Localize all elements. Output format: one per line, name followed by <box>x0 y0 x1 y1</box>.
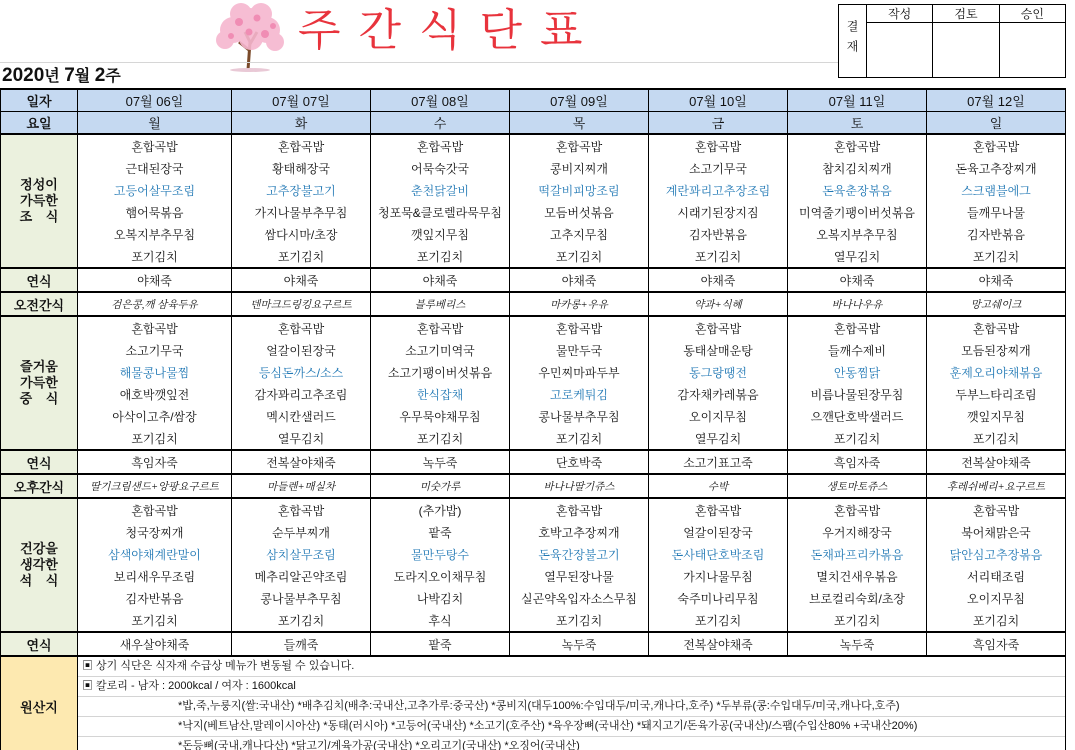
dish-cell: 혼합곡밥 <box>927 134 1066 157</box>
weekday-row-cell: 일 <box>927 112 1066 135</box>
dish-cell: 얼갈이된장국 <box>232 339 371 361</box>
morning-snack-row <box>1 292 1066 316</box>
dish-cell: 북어채맑은국 <box>927 521 1066 543</box>
lunch-label-line: 즐거움 <box>20 359 58 374</box>
breakfast-soft-meal-cell: 야채죽 <box>232 268 371 292</box>
dish-cell: 모듬버섯볶음 <box>510 201 649 223</box>
dish-cell: 콩비지찌개 <box>510 157 649 179</box>
dish-cell: 호박고추장찌개 <box>510 521 649 543</box>
dish-cell: 계란꽈리고추장조림 <box>649 179 788 201</box>
dish-cell: 고등어살무조림 <box>78 179 232 201</box>
weekday-row-cell: 화 <box>232 112 371 135</box>
dish-cell: 으깬단호박샐러드 <box>788 405 927 427</box>
dish-cell: 고로케튀김 <box>510 383 649 405</box>
weekday-row-cell: 월 <box>78 112 232 135</box>
period-year: 2020 <box>2 65 45 86</box>
dish-cell: 포기김치 <box>510 609 649 632</box>
dish-cell: 포기김치 <box>788 609 927 632</box>
afternoon-snack-cell: 마들렌+매실차 <box>232 474 371 498</box>
divider <box>0 62 838 63</box>
breakfast-soft-meal-cell: 야채죽 <box>78 268 232 292</box>
lunch-dish-row <box>1 405 1066 427</box>
dish-cell: 동태살매운탕 <box>649 339 788 361</box>
date-row <box>1 89 1066 112</box>
weekly-menu-table <box>0 88 1066 750</box>
dish-cell: 소고기미역국 <box>371 339 510 361</box>
dinner-dish-row <box>1 587 1066 609</box>
dish-cell: 도라지오이채무침 <box>371 565 510 587</box>
approval-sign-approved <box>999 23 1065 78</box>
lunch-label-line: 가득한 <box>20 375 58 390</box>
dish-cell: 청포묵&클로렐라묵무침 <box>371 201 510 223</box>
lunch-soft-meal-cell: 흑임자죽 <box>78 450 232 474</box>
dinner-label-line: 석 식 <box>19 573 59 588</box>
afternoon-snack-cell: 생토마토쥬스 <box>788 474 927 498</box>
dish-cell: 어묵숙갓국 <box>371 157 510 179</box>
dish-cell: 물만두탕수 <box>371 543 510 565</box>
dish-cell: 브로컬리숙회/초장 <box>788 587 927 609</box>
dish-cell: 들깨수제비 <box>788 339 927 361</box>
dish-cell: 미역줄기팽이버섯볶음 <box>788 201 927 223</box>
dish-cell: 포기김치 <box>788 427 927 450</box>
period-week-unit: 주 <box>105 68 121 85</box>
dish-cell: 아삭이고추/쌈장 <box>78 405 232 427</box>
dish-cell: 돈사태단호박조림 <box>649 543 788 565</box>
dinner-dish-row <box>1 498 1066 521</box>
dish-cell: 혼합곡밥 <box>927 498 1066 521</box>
breakfast-dish-row <box>1 157 1066 179</box>
origin-note-line: *밥,죽,누룽지(쌀:국내산) *배추김치(배추:국내산,고추가루:중국산) *콩비지(대두100%:수입대두/미국,캐나다,호주) *두부류(콩:수입대두/미국,캐나다,호주) <box>78 697 1065 717</box>
lunch-soft-meal-cell: 녹두죽 <box>371 450 510 474</box>
dish-cell: 우거지해장국 <box>788 521 927 543</box>
dish-cell: 포기김치 <box>371 427 510 450</box>
dish-cell: 고추장불고기 <box>232 179 371 201</box>
approval-sign-written <box>867 23 933 78</box>
dish-cell: 숙주미나리무침 <box>649 587 788 609</box>
dinner-dish-row <box>1 521 1066 543</box>
dish-cell: 햄어묵볶음 <box>78 201 232 223</box>
dish-cell: 혼합곡밥 <box>510 316 649 339</box>
dish-cell: 혼합곡밥 <box>78 134 232 157</box>
dish-cell: 삼치살무조림 <box>232 543 371 565</box>
week-period <box>2 64 121 88</box>
dish-cell: 포기김치 <box>927 427 1066 450</box>
breakfast-soft-meal-cell: 야채죽 <box>371 268 510 292</box>
morning-snack-cell: 블루베리스 <box>371 292 510 316</box>
breakfast-dish-row <box>1 245 1066 268</box>
weekday-row-label: 요일 <box>1 112 78 135</box>
dish-cell: 포기김치 <box>927 245 1066 268</box>
breakfast-dish-row <box>1 134 1066 157</box>
dish-cell: 열무김치 <box>788 245 927 268</box>
dish-cell: 오복지부추무침 <box>788 223 927 245</box>
dish-cell: 가지나물무침 <box>649 565 788 587</box>
dish-cell: 후식 <box>371 609 510 632</box>
dinner-soft-meal-cell: 전복살야채죽 <box>649 632 788 656</box>
dinner-soft-meal-cell: 들깨죽 <box>232 632 371 656</box>
dish-cell: 열무김치 <box>649 427 788 450</box>
dish-cell: 팥죽 <box>371 521 510 543</box>
afternoon-snack-cell: 후레쉬베리+요구르트 <box>927 474 1066 498</box>
dish-cell: 한식잡채 <box>371 383 510 405</box>
breakfast-label-line: 정성이 <box>20 177 58 192</box>
period-month: 7 <box>64 65 75 86</box>
dish-cell: 보리새우무조림 <box>78 565 232 587</box>
dish-cell: 혼합곡밥 <box>927 316 1066 339</box>
breakfast-soft-meal-cell: 야채죽 <box>649 268 788 292</box>
dinner-soft-meal-label: 연식 <box>1 632 78 656</box>
date-row-cell: 07월 06일 <box>78 89 232 112</box>
dinner-label <box>1 498 78 632</box>
dish-cell: (추가밥) <box>371 498 510 521</box>
afternoon-snack-cell: 수박 <box>649 474 788 498</box>
lunch-soft-meal-cell: 소고기표고죽 <box>649 450 788 474</box>
dish-cell: 오이지무침 <box>649 405 788 427</box>
dish-cell: 혼합곡밥 <box>510 498 649 521</box>
dish-cell: 포기김치 <box>510 245 649 268</box>
dish-cell: 콩나물부추무침 <box>510 405 649 427</box>
dinner-label-line: 건강을 <box>20 541 58 556</box>
period-year-unit: 년 <box>44 68 60 85</box>
dish-cell: 우민찌마파두부 <box>510 361 649 383</box>
origin-notes <box>78 656 1066 750</box>
morning-snack-cell: 마카롱+우유 <box>510 292 649 316</box>
dish-cell: 애호박깻잎전 <box>78 383 232 405</box>
dish-cell: 김자반볶음 <box>78 587 232 609</box>
dinner-soft-meal-cell: 팥죽 <box>371 632 510 656</box>
lunch-soft-meal-row <box>1 450 1066 474</box>
lunch-soft-meal-cell: 흑임자죽 <box>788 450 927 474</box>
dish-cell: 시래기된장지짐 <box>649 201 788 223</box>
origin-note-line: ▣ 상기 식단은 식자재 수급상 메뉴가 변동될 수 있습니다. <box>78 657 1065 677</box>
dish-cell: 멕시칸샐러드 <box>232 405 371 427</box>
weekday-row-cell: 금 <box>649 112 788 135</box>
lunch-soft-meal-cell: 전복살야채죽 <box>232 450 371 474</box>
weekday-row <box>1 112 1066 135</box>
dinner-dish-row <box>1 543 1066 565</box>
dish-cell: 안동찜닭 <box>788 361 927 383</box>
breakfast-soft-meal-cell: 야채죽 <box>510 268 649 292</box>
dish-cell: 실곤약옥입자소스무침 <box>510 587 649 609</box>
lunch-dish-row <box>1 316 1066 339</box>
dish-cell: 모듬된장찌개 <box>927 339 1066 361</box>
dish-cell: 돈채파프리카볶음 <box>788 543 927 565</box>
dish-cell: 순두부찌개 <box>232 521 371 543</box>
dish-cell: 돈육춘장볶음 <box>788 179 927 201</box>
origin-label: 원산지 <box>1 656 78 750</box>
afternoon-snack-label: 오후간식 <box>1 474 78 498</box>
dish-cell: 혼합곡밥 <box>788 134 927 157</box>
dish-cell: 참치김치찌개 <box>788 157 927 179</box>
dish-cell: 열무김치 <box>232 427 371 450</box>
date-row-cell: 07월 07일 <box>232 89 371 112</box>
breakfast-dish-row <box>1 179 1066 201</box>
dish-cell: 감자채카레볶음 <box>649 383 788 405</box>
origin-note-line: *돈등뼈(국내,캐나다산) *닭고기/계육가공(국내산) *오리고기(국내산) *오징어(국내산) <box>178 740 580 750</box>
dish-cell: 얼갈이된장국 <box>649 521 788 543</box>
dish-cell: 소고기무국 <box>649 157 788 179</box>
weekday-row-cell: 토 <box>788 112 927 135</box>
dish-cell: 오복지부추무침 <box>78 223 232 245</box>
date-row-cell: 07월 11일 <box>788 89 927 112</box>
dish-cell: 포기김치 <box>649 245 788 268</box>
morning-snack-cell: 약과+식혜 <box>649 292 788 316</box>
lunch-soft-meal-label: 연식 <box>1 450 78 474</box>
dish-cell: 포기김치 <box>927 609 1066 632</box>
dish-cell: 가지나물부추무침 <box>232 201 371 223</box>
morning-snack-cell: 덴마크드링킹요구르트 <box>232 292 371 316</box>
dish-cell: 포기김치 <box>78 245 232 268</box>
dish-cell: 떡갈비피망조림 <box>510 179 649 201</box>
dish-cell: 쌈다시마/초장 <box>232 223 371 245</box>
dish-cell: 포기김치 <box>78 609 232 632</box>
approval-box <box>838 4 1066 78</box>
dish-cell: 혼합곡밥 <box>232 498 371 521</box>
morning-snack-cell: 검은콩,깨 삼육두유 <box>78 292 232 316</box>
period-month-unit: 월 <box>74 68 91 85</box>
dish-cell: 우무묵야채무침 <box>371 405 510 427</box>
approval-label: 결재 <box>845 19 859 60</box>
dish-cell: 포기김치 <box>78 427 232 450</box>
dish-cell: 들깨무나물 <box>927 201 1066 223</box>
dish-cell: 혼합곡밥 <box>232 134 371 157</box>
dish-cell: 서리태조림 <box>927 565 1066 587</box>
dish-cell: 두부느타리조림 <box>927 383 1066 405</box>
dinner-soft-meal-cell: 새우살야채죽 <box>78 632 232 656</box>
dish-cell: 콩나물부추무침 <box>232 587 371 609</box>
lunch-dish-row <box>1 383 1066 405</box>
dish-cell: 돈육간장불고기 <box>510 543 649 565</box>
lunch-label <box>1 316 78 450</box>
breakfast-dish-row <box>1 201 1066 223</box>
dish-cell: 혼합곡밥 <box>78 316 232 339</box>
dish-cell: 혼합곡밥 <box>649 134 788 157</box>
dish-cell: 혼합곡밥 <box>78 498 232 521</box>
dish-cell: 청국장찌개 <box>78 521 232 543</box>
dish-cell: 훈제오리야채볶음 <box>927 361 1066 383</box>
origin-note-line: *낙지(베트남산,말레이시아산) *동태(러시아) *고등어(국내산) *소고기(호주산) *육우장뼈(국내산) *돼지고기/돈육가공(국내산)/스팸(수입산80% +국내산20%) <box>78 717 1065 737</box>
dish-cell: 물만두국 <box>510 339 649 361</box>
dish-cell: 포기김치 <box>510 427 649 450</box>
approval-column-written: 작성 <box>867 5 933 23</box>
weekday-row-cell: 목 <box>510 112 649 135</box>
lunch-dish-row <box>1 427 1066 450</box>
dish-cell: 혼합곡밥 <box>788 316 927 339</box>
morning-snack-cell: 바나나우유 <box>788 292 927 316</box>
dish-cell: 김자반볶음 <box>649 223 788 245</box>
morning-snack-cell: 망고쉐이크 <box>927 292 1066 316</box>
dish-cell: 혼합곡밥 <box>649 316 788 339</box>
dinner-soft-meal-row <box>1 632 1066 656</box>
dish-cell: 포기김치 <box>649 609 788 632</box>
dish-cell: 근대된장국 <box>78 157 232 179</box>
dish-cell: 동그랑땡전 <box>649 361 788 383</box>
lunch-dish-row <box>1 361 1066 383</box>
dish-cell: 해물콩나물찜 <box>78 361 232 383</box>
dish-cell: 김자반볶음 <box>927 223 1066 245</box>
dish-cell: 혼합곡밥 <box>788 498 927 521</box>
dinner-soft-meal-cell: 녹두죽 <box>510 632 649 656</box>
dish-cell: 메추리알곤약조림 <box>232 565 371 587</box>
dinner-label-line: 생각한 <box>20 557 58 572</box>
dish-cell: 비름나물된장무침 <box>788 383 927 405</box>
menu-table-body <box>1 89 1066 750</box>
dish-cell: 소고기팽이버섯볶음 <box>371 361 510 383</box>
dish-cell: 깻잎지무침 <box>371 223 510 245</box>
dish-cell: 혼합곡밥 <box>510 134 649 157</box>
date-row-cell: 07월 10일 <box>649 89 788 112</box>
afternoon-snack-cell: 딸기크림샌드+앙팡요구르트 <box>78 474 232 498</box>
afternoon-snack-cell: 미숫가루 <box>371 474 510 498</box>
dinner-dish-row <box>1 565 1066 587</box>
dinner-dish-row <box>1 609 1066 632</box>
breakfast-label-line: 가득한 <box>20 193 58 208</box>
origin-row <box>1 656 1066 750</box>
dish-cell: 닭안심고추장볶음 <box>927 543 1066 565</box>
date-row-cell: 07월 08일 <box>371 89 510 112</box>
dish-cell: 깻잎지무침 <box>927 405 1066 427</box>
period-week: 2 <box>94 65 106 86</box>
page-title: 주 간 식 단 표 <box>298 5 585 56</box>
dish-cell: 돈육고추장찌개 <box>927 157 1066 179</box>
dish-cell: 혼합곡밥 <box>371 134 510 157</box>
dish-cell: 나박김치 <box>371 587 510 609</box>
approval-column-approved: 승인 <box>999 5 1065 23</box>
afternoon-snack-cell: 바나나딸기쥬스 <box>510 474 649 498</box>
breakfast-soft-meal-cell: 야채죽 <box>788 268 927 292</box>
approval-sign-reviewed <box>933 23 999 78</box>
dish-cell: 삼색야채계란말이 <box>78 543 232 565</box>
dish-cell: 포기김치 <box>371 245 510 268</box>
dish-cell: 스크램블에그 <box>927 179 1066 201</box>
date-row-label: 일자 <box>1 89 78 112</box>
dish-cell: 황태해장국 <box>232 157 371 179</box>
morning-snack-label: 오전간식 <box>1 292 78 316</box>
date-row-cell: 07월 12일 <box>927 89 1066 112</box>
dish-cell: 멸치건새우볶음 <box>788 565 927 587</box>
breakfast-soft-meal-label: 연식 <box>1 268 78 292</box>
dinner-soft-meal-cell: 흑임자죽 <box>927 632 1066 656</box>
dish-cell: 포기김치 <box>232 609 371 632</box>
breakfast-label <box>1 134 78 268</box>
afternoon-snack-row <box>1 474 1066 498</box>
lunch-soft-meal-cell: 전복살야채죽 <box>927 450 1066 474</box>
approval-label-cell <box>839 5 867 78</box>
breakfast-soft-meal-cell: 야채죽 <box>927 268 1066 292</box>
dish-cell: 소고기무국 <box>78 339 232 361</box>
approval-column-reviewed: 검토 <box>933 5 999 23</box>
dish-cell: 혼합곡밥 <box>649 498 788 521</box>
breakfast-soft-meal-row <box>1 268 1066 292</box>
breakfast-dish-row <box>1 223 1066 245</box>
weekday-row-cell: 수 <box>371 112 510 135</box>
date-row-cell: 07월 09일 <box>510 89 649 112</box>
dish-cell: 오이지무침 <box>927 587 1066 609</box>
origin-note-line: ▣ 칼로리 - 남자 : 2000kcal / 여자 : 1600kcal <box>78 677 1065 697</box>
dish-cell: 포기김치 <box>232 245 371 268</box>
dish-cell: 혼합곡밥 <box>371 316 510 339</box>
dish-cell: 혼합곡밥 <box>232 316 371 339</box>
dinner-soft-meal-cell: 녹두죽 <box>788 632 927 656</box>
lunch-soft-meal-cell: 단호박죽 <box>510 450 649 474</box>
lunch-dish-row <box>1 339 1066 361</box>
dish-cell: 고추지무침 <box>510 223 649 245</box>
lunch-label-line: 중 식 <box>19 391 59 406</box>
breakfast-label-line: 조 식 <box>19 209 59 224</box>
dish-cell: 춘천닭갈비 <box>371 179 510 201</box>
dish-cell: 등심돈까스/소스 <box>232 361 371 383</box>
dish-cell: 열무된장나물 <box>510 565 649 587</box>
dish-cell: 감자꽈리고추조림 <box>232 383 371 405</box>
